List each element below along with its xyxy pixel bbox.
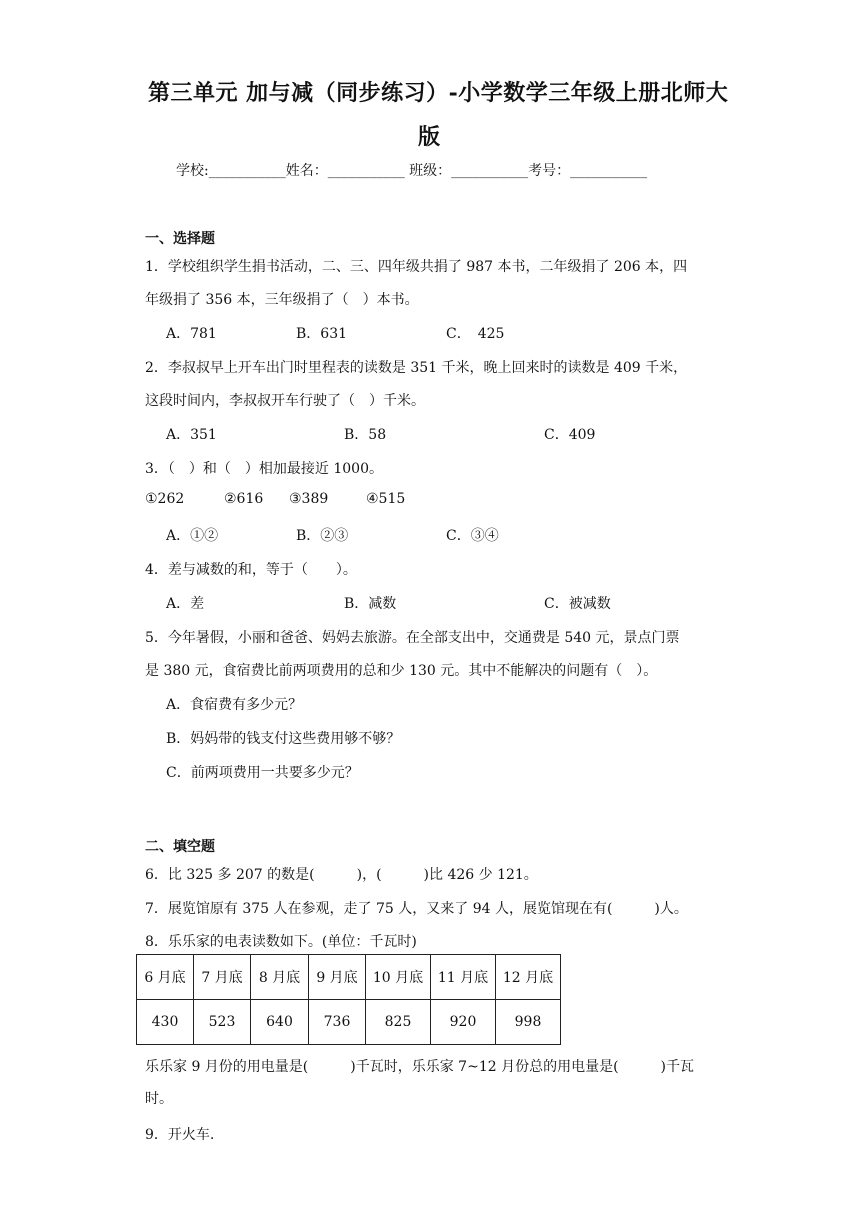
question-1-option-b: B．631 <box>296 326 348 342</box>
question-2-option-a: A．351 <box>166 427 217 443</box>
table-value-cell: 640 <box>251 1000 309 1045</box>
question-4-option-b: B．减数 <box>344 596 397 612</box>
table-header-cell: 12 月底 <box>496 955 561 1000</box>
page-title-line2: 版 <box>418 124 441 150</box>
table-header-cell: 10 月底 <box>366 955 431 1000</box>
table-header-cell: 6 月底 <box>137 955 194 1000</box>
table-value-cell: 825 <box>366 1000 431 1045</box>
section-fill-title: 二、填空题 <box>145 839 215 855</box>
table-header-cell: 8 月底 <box>251 955 309 1000</box>
question-3-choice-4: ④515 <box>366 491 406 507</box>
question-2-option-b: B．58 <box>344 427 387 443</box>
question-2-line1: 2．李叔叔早上开车出门时里程表的读数是 351 千米，晚上回来时的读数是 409 千米， <box>145 360 688 376</box>
table-row <box>137 955 561 1000</box>
question-3-option-c: C．③④ <box>446 528 499 544</box>
question-5-option-b: B．妈妈带的钱支付这些费用够不够？ <box>166 731 401 747</box>
question-4-line1: 4．差与减数的和，等于（ ）。 <box>145 562 357 578</box>
question-5-option-a: A．食宿费有多少元？ <box>166 697 303 713</box>
question-3-choice-2: ②616 <box>224 491 264 507</box>
table-header-cell: 9 月底 <box>309 955 366 1000</box>
table-value-cell: 998 <box>496 1000 561 1045</box>
question-4-option-c: C．被减数 <box>544 596 611 612</box>
question-7: 7．展览馆原有 375 人在参观，走了 75 人，又来了 94 人，展览馆现在有( )人。 <box>145 901 688 917</box>
question-2-line2: 这段时间内，李叔叔开车行驶了（ ）千米。 <box>145 393 425 409</box>
question-1-option-c: C． 425 <box>446 326 505 342</box>
question-3-option-a: A．①② <box>166 528 219 544</box>
section-choice-title: 一、选择题 <box>145 231 215 247</box>
meter-reading-table <box>136 954 561 1045</box>
question-5-option-c: C．前两项费用一共要多少元？ <box>166 765 359 781</box>
page-title-line1: 第三单元 加与减（同步练习）-小学数学三年级上册北师大 <box>148 80 729 106</box>
question-3-option-b: B．②③ <box>296 528 349 544</box>
question-1-line1: 1．学校组织学生捐书活动，二、三、四年级共捐了 987 本书，二年级捐了 206 本，四 <box>145 259 688 275</box>
table-row <box>137 1000 561 1045</box>
question-8-line1: 8．乐乐家的电表读数如下。(单位：千瓦时) <box>145 934 417 950</box>
question-3-choice-3: ③389 <box>289 491 329 507</box>
table-value-cell: 430 <box>137 1000 194 1045</box>
question-4-option-a: A．差 <box>166 596 205 612</box>
table-value-cell: 736 <box>309 1000 366 1045</box>
table-value-cell: 920 <box>431 1000 496 1045</box>
table-header-cell: 7 月底 <box>194 955 251 1000</box>
question-5-line2: 是 380 元，食宿费比前两项费用的总和少 130 元。其中不能解决的问题有（ ）。 <box>145 663 658 679</box>
student-info-line: 学校:___________姓名：___________ 班级：___________考号：___________ <box>176 163 648 179</box>
table-header-cell: 11 月底 <box>431 955 496 1000</box>
question-8-after-line1: 乐乐家 9 月份的用电量是( )千瓦时，乐乐家 7~12 月份总的用电量是( )千瓦 <box>145 1059 695 1075</box>
question-3-line1: 3．（ ）和（ ）相加最接近 1000。 <box>145 461 383 477</box>
question-6: 6．比 325 多 207 的数是( )，( )比 426 少 121。 <box>145 867 538 883</box>
question-5-line1: 5．今年暑假，小丽和爸爸、妈妈去旅游。在全部支出中，交通费是 540 元，景点门票 <box>145 630 680 646</box>
question-8-after-line2: 时。 <box>145 1091 173 1107</box>
table-value-cell: 523 <box>194 1000 251 1045</box>
question-9: 9．开火车. <box>145 1127 215 1143</box>
question-1-option-a: A．781 <box>166 326 217 342</box>
question-3-choice-1: ①262 <box>145 491 185 507</box>
question-1-line2: 年级捐了 356 本，三年级捐了（ ）本书。 <box>145 292 419 308</box>
question-2-option-c: C．409 <box>544 427 596 443</box>
